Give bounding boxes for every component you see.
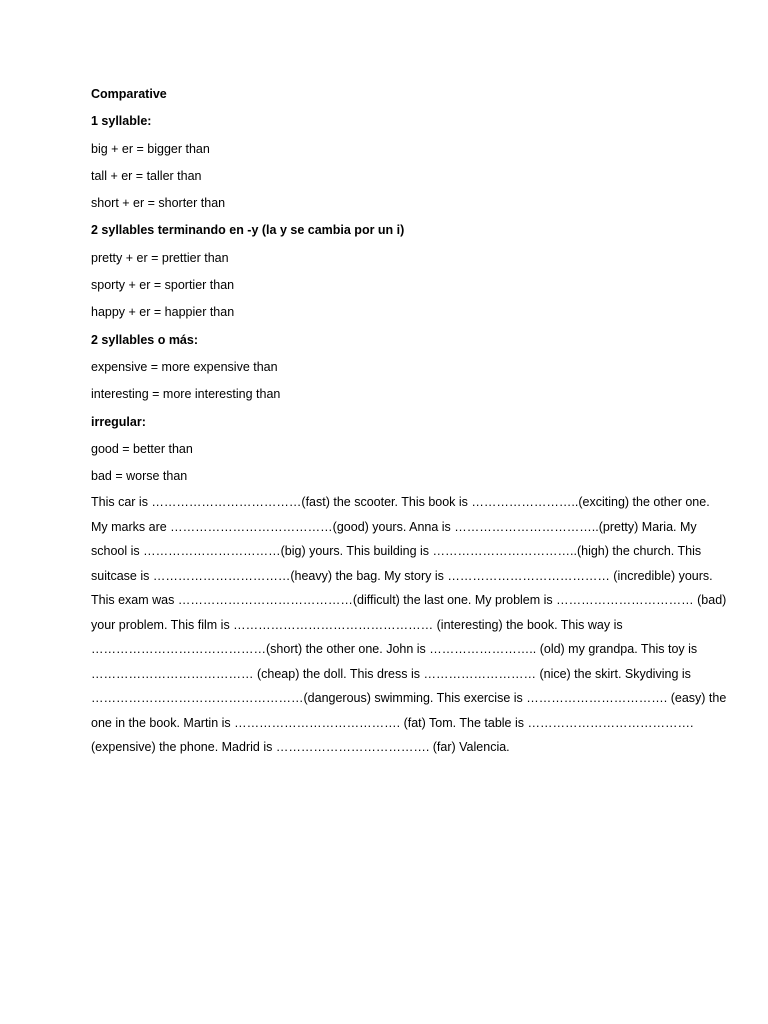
rule-item: bad = worse than [91,469,188,484]
exercise-line: ………………………………… (cheap) the doll. This dress is ……………………… (nice) the skirt. Skydiving is [91,666,691,681]
rule-item: tall + er = taller than [91,168,202,183]
rule-item: happy + er = happier than [91,305,235,320]
section-title-2-syllables-y: 2 syllables terminando en -y (la y se cambia por un i) [91,223,405,238]
rule-item: pretty + er = prettier than [91,250,229,265]
exercise-line: school is ……………………………(big) yours. This building is ……………………………..(high) the church. This [91,544,702,559]
rule-item: interesting = more interesting than [91,387,281,402]
exercise-line: ……………………………………(short) the other one. John is …………………….. (old) my grandpa. This toy is [91,642,698,657]
exercise-line: This car is ………………………………(fast) the scooter. This book is ……………………..(exciting) the other one. [91,495,710,510]
rule-item: short + er = shorter than [91,196,226,211]
exercise-line: This exam was ……………………………………(difficult) the last one. My problem is …………………………… (bad) [91,593,727,608]
exercise-line: one in the book. Martin is …………………………………. (fat) Tom. The table is …………………………………. [91,715,694,730]
rule-item: sporty + er = sportier than [91,278,235,293]
exercise-line: ……………………………………………(dangerous) swimming. This exercise is ……………………………. (easy) the [91,691,727,706]
exercise-line: (expensive) the phone. Madrid is ………………………………. (far) Valencia. [91,740,510,755]
exercise-line: My marks are …………………………………(good) yours. Anna is ……………………………..(pretty) Maria. My [91,519,697,534]
section-title-irregular: irregular: [91,414,146,429]
rule-item: good = better than [91,441,193,456]
exercise-line: suitcase is ……………………………(heavy) the bag. My story is ………………………………… (incredible) yours. [91,568,713,583]
rule-item: big + er = bigger than [91,141,210,156]
rule-item: expensive = more expensive than [91,359,278,374]
document-heading: Comparative [91,87,167,101]
document-body [91,85,727,760]
exercise-line: your problem. This film is ………………………………………… (interesting) the book. This way is [91,617,623,632]
section-title-1-syllable: 1 syllable: [91,114,152,129]
section-title-2-syllables-more: 2 syllables o más: [91,332,199,347]
exercise-paragraph [91,490,727,760]
